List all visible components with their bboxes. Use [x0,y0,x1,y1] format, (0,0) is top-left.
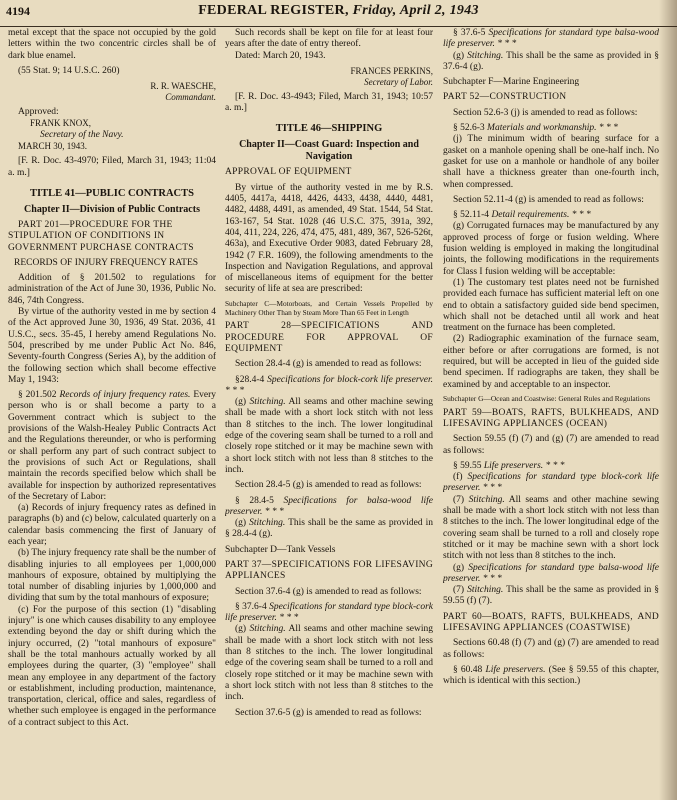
section-body: Every person who is or shall become a party to a Government contract which is subject to the provisions of the Walsh-Healey Public Contracts Act and the Regulations thereunder, or who is performing or shall perform any part of such contract subject to the provisions of such Act or Regulations, shall maintain the records specified below which shall be available for inspection by authorized representatives of the Secretary of Labor: [8,390,216,502]
section-paragraph [443,563,659,586]
paragraph-body: All seams and other machine sewing shall be made with a short lock stitch with not less than 8 stitches to the inch. The lower longitudinal edge of the covering seam shall be turned to a roll and closely rope stitched or it may be machine sewn with a short lock stitch with not less than 8 stitches to the inch. [225,624,433,703]
paragraph-title: Specifications for standard type balsa-wood life preserver. * * * [443,562,659,584]
paragraph: (c) For the purpose of this section (1) "disabling injury" is one which causes disability to any employee extending beyond the day or shift during which the injury occurred, (2) "total manhours of exposure" shall be the total manhours actually worked by all employees during the quarter, (3) "employee" shall mean any employee in any department of the factory or establishment, including production, maintenance, transportation, clerical, office and sales, regardless of whether such employee is engaged in the performance of a contract subject to this Act. [8,604,216,728]
section-paragraph [225,602,433,625]
statute-citation: (55 Stat. 9; 14 U.S.C. 260) [18,65,120,76]
paragraph-body: All seams and other machine sewing shall be made with a short lock stitch with not less than 8 stitches to the inch. The lower longitudinal edge of the covering seam shall be turned to a roll and closely rope stitched or it may be machine sewn with a short lock stitch with not less than 8 stitches to the inch. [443,494,659,562]
paragraph-title: Stitching. [249,518,286,529]
paragraph-title: Stitching. [468,494,505,505]
section-body: (See § 59.55 of this chapter, which is identical with this section.) [443,664,659,687]
subchapter-heading: Subchapter C—Motorboats, and Certain Vessels Propelled by Machinery Other Than by Steam More Than 65 Feet in Length [225,298,433,317]
paragraph: (b) The injury frequency rate shall be the number of disabling injuries to all employees per 1,000,000 manhours of exposure, obtained by multiplying the total number of disabling injuries by 1,000,000 and dividing that sum by the total manhours of exposure; [8,548,216,604]
approval-date: MARCH 30, 1943. [18,141,88,152]
paragraph-title: Stitching. [467,50,504,61]
running-title [0,3,677,19]
section-paragraph [443,51,659,74]
section-number: § 52.11-4 [453,210,490,221]
section-title: Records of injury frequency rates. [59,390,191,401]
part-heading: PART 60—BOATS, RAFTS, BULKHEADS, AND LIFESAVING APPLIANCES (COASTWISE) [443,611,659,634]
paragraph: Such records shall be kept on file for at least four years after the date of entry thereof. [225,28,433,50]
signature-title: Commandant. [165,92,216,103]
fr-doc-note: [F. R. Doc. 43-4970; Filed, March 31, 1943; 11:04 a. m.] [8,156,216,178]
column-1 [8,28,216,800]
signature-name: R. R. WAESCHE, [150,81,216,92]
publication-name: FEDERAL REGISTER, [198,3,349,18]
section-number: § 52.6-3 [453,123,485,134]
section-number: §28.4-4 [235,374,265,385]
section-number: § 37.6-4 [235,601,267,612]
chapter-heading: Chapter II—Division of Public Contracts [24,203,200,215]
paragraph: Section 52.6-3 (j) is amended to read as follows: [453,107,638,118]
section-title: Materials and workmanship. * * * [487,123,618,134]
paragraph: (1) The customary test plates need not be furnished provided each furnace has sufficient material left on one end to obtain a satisfactory guided side bend specimen, which shall not be detached until all work and heat treatment on the furnace has been completed. [443,277,659,334]
paragraph: (j) The minimum width of bearing surface for a gasket on a manhole opening shall be one-half inch. No gasket for use on a manhole or handhole of any boiler shall have a thickness greater than one-fourth inch, when compressed. [443,134,659,190]
paragraph-body: This shall be the same as provided in § 37.6-4 (g). [443,50,659,72]
paragraph-label: (f) [453,472,463,483]
paragraph-body: All seams and other machine sewing shall be made with a short lock stitch with not less than 8 stitches to the inch. The lower longitudinal edge of the covering seam shall be turned to a roll and closely rope stitched or it may be machine sewn with a short lock stitch with not less than 8 stitches to the inch. [225,397,433,475]
paragraph-body: This shall be the same as provided in § 28.4-4 (g). [225,518,433,540]
section-paragraph [225,624,433,703]
section-number: § 60.48 [453,664,483,675]
section-number: § 59.55 [453,460,482,471]
section-title: Life preservers. [485,664,546,675]
column-2 [225,28,433,800]
paragraph-label: (g) [453,562,465,573]
subject-heading: RECORDS OF INJURY FREQUENCY RATES [14,257,199,268]
section-paragraph [225,375,433,398]
paragraph: Sections 60.48 (f) (7) and (g) (7) are amended to read as follows: [443,638,659,660]
dated-line: Dated: March 20, 1943. [235,50,326,61]
paragraph: Section 37.6-4 (g) is amended to read as follows: [235,586,422,597]
section-title: Specifications for standard type balsa-wood life preserver. * * * [443,28,659,50]
title-heading: TITLE 41—PUBLIC CONTRACTS [30,187,194,199]
section-paragraph [443,210,659,221]
subchapter-heading: Subchapter D—Tank Vessels [225,544,336,555]
paragraph-label: (7) [453,585,465,596]
section-number: § 37.6-5 [453,28,486,38]
paragraph-title: Stitching. [249,624,286,635]
subject-heading: APPROVAL OF EQUIPMENT [225,167,352,178]
paragraph-title: Stitching. [249,397,286,408]
section-paragraph [443,28,659,51]
section-title: Specifications for standard type block-cork life preserver. * * * [225,601,433,624]
paragraph: Section 59.55 (f) (7) and (g) (7) are amended to read as follows: [443,434,659,456]
paragraph-title: Specifications for standard type block-cork life preserver. * * * [443,472,659,494]
section-number: § 201.502 [18,390,57,401]
approved-label: Approved: [18,107,59,118]
fr-doc-note: [F. R. Doc. 43-4943; Filed, March 31, 1943; 10:57 a. m.] [225,91,433,114]
paragraph: Section 28.4-4 (g) is amended to read as follows: [235,359,422,370]
paragraph: Section 28.4-5 (g) is amended to read as follows: [235,480,422,491]
paragraph-label: (7) [453,494,465,505]
section-paragraph [443,585,659,608]
paragraph-title: Stitching. [467,585,504,596]
paragraph-body: This shall be the same as provided in § 59.55 (f) (7). [443,585,659,607]
part-heading: PART 201—PROCEDURE FOR THE STIPULATION OF CONDITIONS IN GOVERNMENT PURCHASE CONTRACTS [8,219,194,253]
section-paragraph [225,496,433,519]
section-paragraph [443,495,659,563]
column-3 [443,28,659,800]
title-heading: TITLE 46—SHIPPING [275,123,383,135]
part-heading: PART 28—SPECIFICATIONS AND PROCEDURE FOR APPROVAL OF EQUIPMENT [225,321,433,354]
signature-title: Secretary of Labor. [364,76,433,87]
section-number: § 28.4-5 [235,495,274,506]
paragraph-label: (g) [235,518,247,529]
paragraph-label: (g) [453,50,465,61]
part-heading: PART 59—BOATS, RAFTS, BULKHEADS, AND LIFESAVING APPLIANCES (OCEAN) [443,407,659,429]
page-edge-shadow [659,0,677,800]
paragraph: (2) Radiographic examination of the furnace seam, either before or after corrugations are formed, is not required, but will be accepted in lieu of the guided side bend specimen. If radiographs are taken, they shall be examined by and acceptable to an inspector. [443,334,659,390]
part-heading: PART 37—SPECIFICATIONS FOR LIFESAVING APPLIANCES [225,559,433,582]
page-number: 4194 [6,4,30,18]
section-paragraph [443,123,659,134]
signature-name: FRANCES PERKINS, [350,65,433,76]
section-title: Specifications for block-cork life preserver. * * * [225,374,433,396]
page-header [0,0,677,27]
paragraph: By virtue of the authority vested in me by R.S. 4405, 4417a, 4418, 4426, 4433, 4438, 4440, 4481, 4482, 4488, 4491, as amended, 49 Stat. 1544, 54 Stat. 163-167, 54 Stat. 1028 (46 U.S.C. 375, 391a, 392, 404, 411, 224, 226, 474, 475, 481, 489, 367, 526-526t, 463a), and Executive Order 9083, dated February 28, 1942 (7 F.R. 1609), the following amendments to the Inspection and Navigation Regulations, and approval of miscellaneous items of equipment for the better security of life at sea are prescribed: [225,182,433,295]
section-paragraph [443,472,659,495]
section-paragraph [443,461,659,472]
approver-title: Secretary of the Navy. [40,129,124,140]
section-paragraph [8,390,216,503]
paragraph: (g) Corrugated furnaces may be manufactured by any approved process of forge or fusion welding. Where fusion welding is employed in making the longitudinal joints, the following modifications in the requirements for Class I fusion welding will be acceptable: [443,221,659,277]
paragraph: Section 52.11-4 (g) is amended to read as follows: [453,194,644,205]
approver-name: FRANK KNOX, [30,118,92,129]
subchapter-heading: Subchapter G—Ocean and Coastwise: General Rules and Regulations [443,393,651,403]
paragraph: metal except that the space not occupied by the gold letters within the two concentric circles shall be of dark blue enamel. [8,28,216,61]
paragraph: (a) Records of injury frequency rates as defined in paragraphs (b) and (c) below, calculated quarterly on a calendar basis commencing the first of January of each year; [8,503,216,547]
paragraph-label: (g) [235,624,247,635]
section-title: Detail requirements. * * * [491,210,591,221]
paragraph: Section 37.6-5 (g) is amended to read as follows: [235,707,422,718]
part-heading: PART 52—CONSTRUCTION [443,92,567,103]
chapter-heading: Chapter II—Coast Guard: Inspection and Navigation [239,139,419,163]
section-paragraph [225,518,433,541]
section-title: Specifications for balsa-wood life preserver. * * * [225,495,433,517]
paragraph-label: (g) [235,397,247,408]
publication-date: Friday, April 2, 1943 [352,3,479,18]
subchapter-heading: Subchapter F—Marine Engineering [443,77,580,88]
paragraph: Addition of § 201.502 to regulations for administration of the Act of June 30, 1936, Public No. 846, 74th Congress. [8,273,216,306]
paragraph: By virtue of the authority vested in me by section 4 of the Act approved June 30, 1936, 49 Stat. 2036, 41 U.S.C., secs. 35-45, I hereby amend Regulations No. 504, prescribed by me under Public Act No. 846, Seventy-fourth Congress (Series A), by the addition of the following section which shall become effective May 1, 1943: [8,307,216,385]
section-paragraph [443,665,659,688]
section-paragraph [225,397,433,476]
section-title: Life preservers. * * * [483,460,565,471]
